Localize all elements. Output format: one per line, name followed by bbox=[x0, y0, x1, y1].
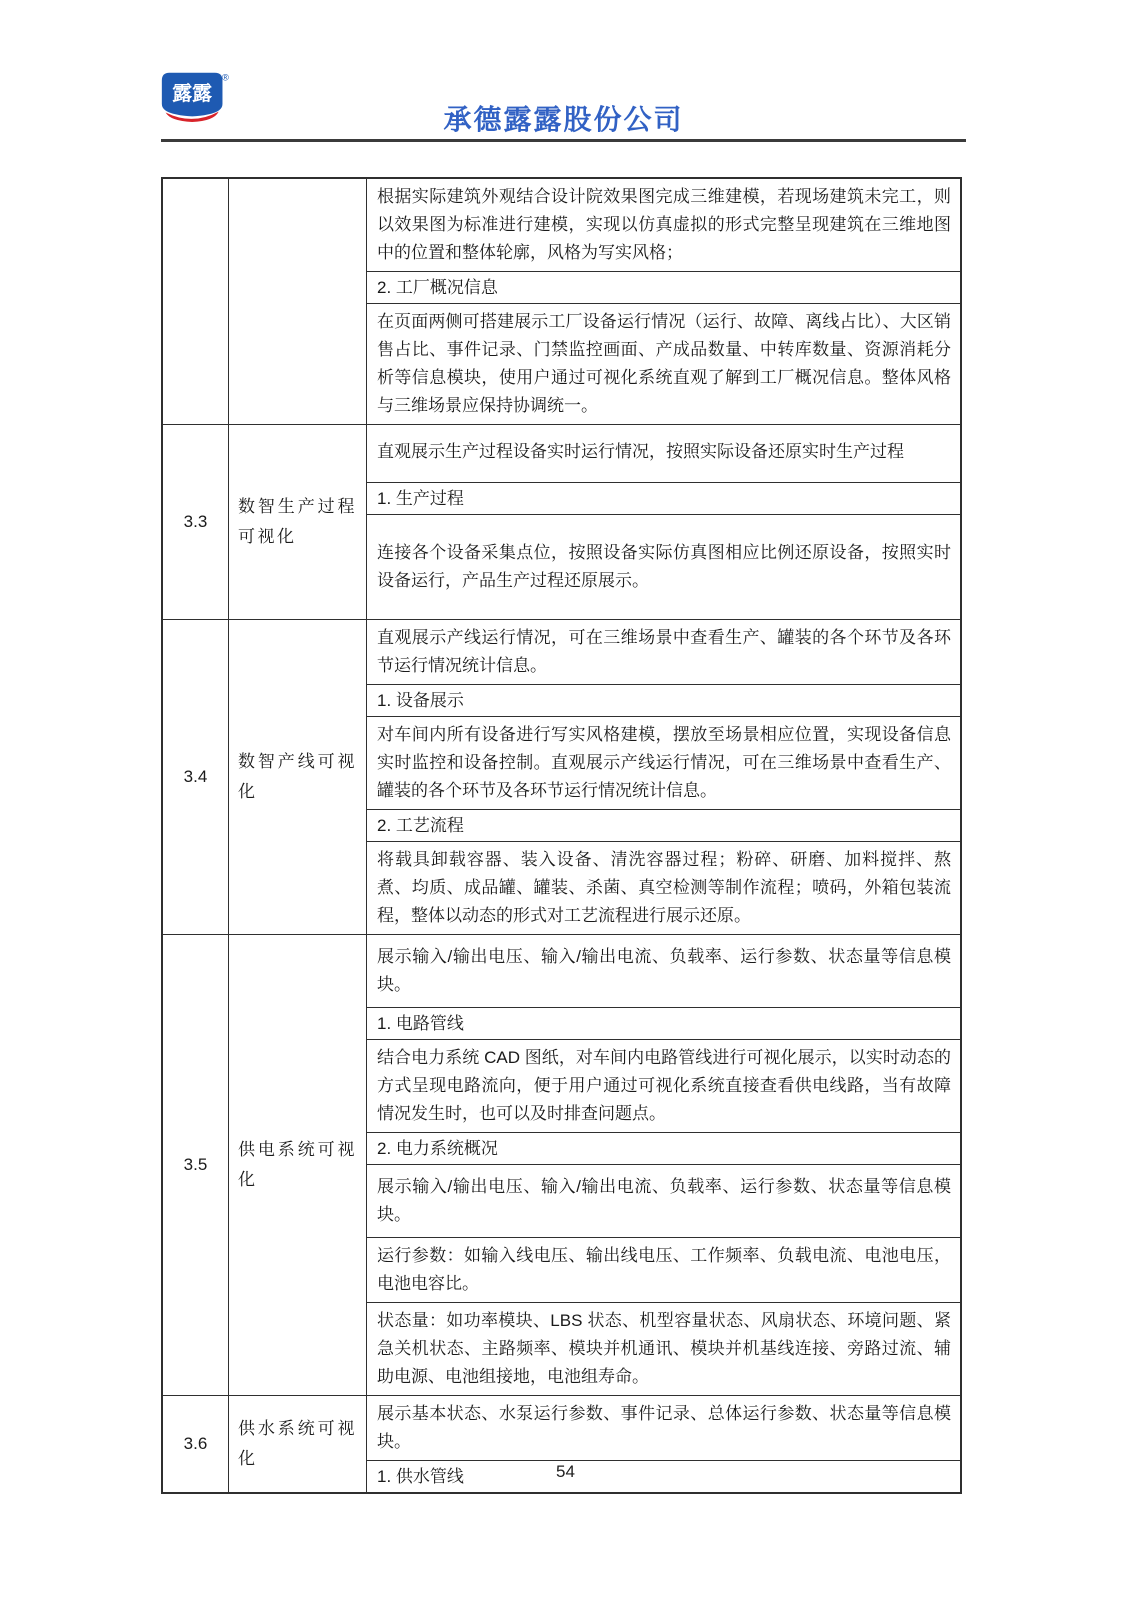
section-label-cell: 数智生产过程可视化 bbox=[229, 425, 367, 619]
registered-trademark-icon: ® bbox=[221, 72, 229, 84]
content-cell: 直观展示产线运行情况，可在三维场景中查看生产、罐装的各个环节及各环节运行情况统计信息。 bbox=[377, 628, 951, 675]
subheading-cell: 1. 电路管线 bbox=[367, 1007, 960, 1039]
content-cell: 展示输入/输出电压、输入/输出电流、负载率、运行参数、状态量等信息模块。 bbox=[377, 947, 951, 994]
section-content-cells bbox=[367, 425, 960, 619]
company-title: 承德露露股份公司 bbox=[443, 104, 684, 135]
subheading-cell: 1. 供水管线 bbox=[367, 1460, 960, 1492]
section-number-cell: 3.5 bbox=[163, 935, 229, 1395]
content-cell: 连接各个设备采集点位，按照设备实际仿真图相应比例还原设备，按照实时设备运行，产品生产过程还原展示。 bbox=[367, 514, 960, 619]
table-section-3-3 bbox=[163, 424, 960, 619]
subheading-cell: 2. 工厂概况信息 bbox=[367, 271, 960, 303]
content-cell: 根据实际建筑外观结合设计院效果图完成三维建模，若现场建筑未完工，则以效果图为标准进行建模，实现以仿真虚拟的形式完整呈现建筑在三维地图中的位置和整体轮廓，风格为写实风格； bbox=[377, 187, 951, 262]
table-section-3-5 bbox=[163, 934, 960, 1395]
page-number: 54 bbox=[556, 1462, 575, 1481]
content-cell: 状态量：如功率模块、LBS 状态、机型容量状态、风扇状态、环境问题、紧急关机状态、主路频率、模块并机通讯、模块并机基线连接、旁路过流、辅助电源、电池组接地，电池组寿命。 bbox=[367, 1302, 960, 1395]
content-cell: 对车间内所有设备进行写实风格建模，摆放至场景相应位置，实现设备信息实时监控和设备控制。直观展示产线运行情况，可在三维场景中查看生产、罐装的各个环节及各环节运行情况统计信息。 bbox=[367, 716, 960, 809]
section-label-cell: 供水系统可视化 bbox=[229, 1396, 367, 1492]
content-cell: 结合电力系统 CAD 图纸，对车间内电路管线进行可视化展示，以实时动态的方式呈现电路流向，便于用户通过可视化系统直接查看供电线路，当有故障情况发生时，也可以及时排查问题点。 bbox=[367, 1039, 960, 1132]
section-content-cells bbox=[367, 179, 960, 424]
content-cell: 在页面两侧可搭建展示工厂设备运行情况（运行、故障、离线占比）、大区销售占比、事件记录、门禁监控画面、产成品数量、中转库数量、资源消耗分析等信息模块，使用户通过可视化系统直观了解到工厂概况信息。整体风格与三维场景应保持协调统一。 bbox=[367, 303, 960, 424]
section-label-cell: 供电系统可视化 bbox=[229, 935, 367, 1395]
logo-characters: 露露 bbox=[172, 83, 213, 106]
table-section-3-4 bbox=[163, 619, 960, 934]
table-section-continuation bbox=[163, 179, 960, 424]
subheading-cell: 1. 设备展示 bbox=[367, 684, 960, 716]
content-cell: 运行参数：如输入线电压、输出线电压、工作频率、负载电流、电池电压，电池电容比。 bbox=[367, 1237, 960, 1302]
subheading-cell: 2. 电力系统概况 bbox=[367, 1132, 960, 1164]
section-content-cells bbox=[367, 620, 960, 934]
content-cell: 将载具卸载容器、装入设备、清洗容器过程；粉碎、研磨、加料搅拌、熬煮、均质、成品罐、罐装、杀菌、真空检测等制作流程；喷码，外箱包装流程，整体以动态的形式对工艺流程进行展示还原。 bbox=[367, 841, 960, 934]
content-cell: 展示基本状态、水泵运行参数、事件记录、总体运行参数、状态量等信息模块。 bbox=[377, 1404, 951, 1451]
subheading-cell: 1. 生产过程 bbox=[367, 482, 960, 514]
section-number-cell: 3.3 bbox=[163, 425, 229, 619]
subheading-cell: 2. 工艺流程 bbox=[367, 809, 960, 841]
header-divider bbox=[161, 139, 966, 142]
section-label-cell bbox=[229, 179, 367, 424]
section-number-cell: 3.6 bbox=[163, 1396, 229, 1492]
section-number-cell bbox=[163, 179, 229, 424]
page-footer bbox=[0, 1462, 1131, 1482]
section-label-cell: 数智产线可视化 bbox=[229, 620, 367, 934]
content-cell: 直观展示生产过程设备实时运行情况，按照实际设备还原实时生产过程 bbox=[377, 442, 904, 461]
spec-table bbox=[161, 177, 962, 1494]
section-content-cells bbox=[367, 935, 960, 1395]
section-number-cell: 3.4 bbox=[163, 620, 229, 934]
content-cell: 展示输入/输出电压、输入/输出电流、负载率、运行参数、状态量等信息模块。 bbox=[367, 1164, 960, 1237]
